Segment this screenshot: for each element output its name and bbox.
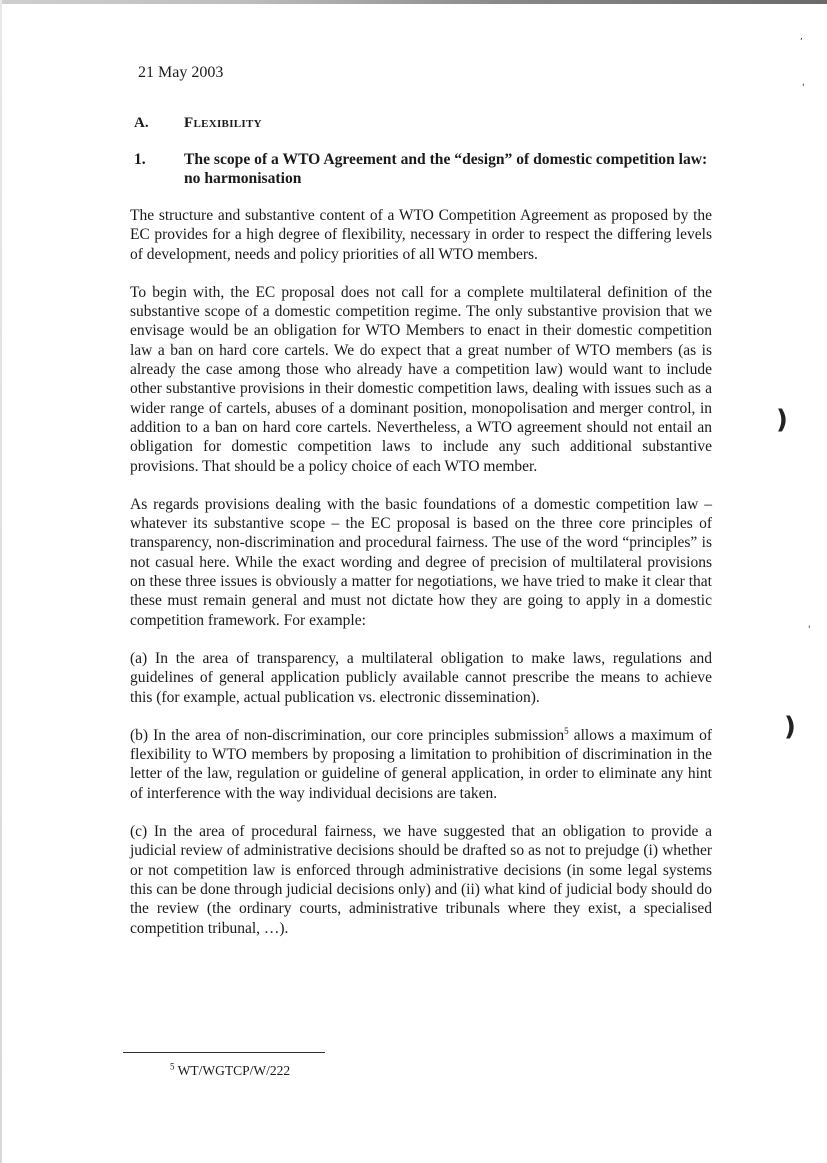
paragraph-3: As regards provisions dealing with the basic foundations of a domestic competition law – whatever its substantive scope – the EC proposal is based on the three core principles of transparency, non-discrimination and procedural fairness. The use of the word “principles” is not casual here. While the exact wording and degree of precision of multilateral provisions on these three issues is obviously a matter for negotiations, we have tried to make it clear that these must remain general and must not dictate how they are going to apply in a domestic competition framework. For example: [130,495,712,629]
scan-top-edge [0,0,827,4]
document-date: 21 May 2003 [138,64,224,81]
paragraph-1: The structure and substantive content of a WTO Competition Agreement as proposed by the EC provides for a high degree of flexibility, necessary in order to respect the differing levels of development, needs and policy priorities of all WTO members. [130,207,712,263]
section-number: A. [134,115,149,131]
footnote-marker: 5 [170,1061,175,1072]
scan-left-edge [0,0,2,1163]
footnote-separator [123,1052,325,1053]
subsection-number: 1. [134,151,146,168]
paragraph-5-text-a: (b) In the area of non-discrimination, our core principles submission [130,726,565,744]
margin-mark-hole-punch-bottom: ) [784,712,796,742]
paragraph-4: (a) In the area of transparency, a multilateral obligation to make laws, regulations and guidelines of general application publicly available cannot prescribe the means to achieve this (for example, actual publication vs. electronic dissemination). [130,649,712,706]
margin-mark-comma: , [800,32,803,42]
paragraph-5 [130,726,712,803]
footnote-text: WT/WGTCP/W/222 [174,1063,291,1078]
footnote [170,1062,290,1079]
margin-mark-dot: ' [808,625,811,635]
paragraph-6: (c) In the area of procedural fairness, we have suggested that an obligation to provide a judicial review of administrative decisions should be drafted so as not to prejudge (i) whether or not competition law is enforced through administrative decisions (in some legal systems this can be done through judicial decisions only) and (ii) what kind of judicial body should do the review (the ordinary courts, administrative tribunals where they exist, a specialised competition tribunal, …). [130,823,713,937]
margin-mark-hole-punch-top: ) [776,405,788,435]
footnote-reference: 5 [564,725,569,736]
document-body [130,206,712,957]
section-title: Flexibility [184,115,262,131]
paragraph-5-text-b: allows a maximum of flexibility to WTO members by proposing a limitation to prohibition of discrimination in the letter of the law, regulation or guideline of general application, in order to eliminate any hint of interference with the way individual decisions are taken. [130,726,712,802]
paragraph-2: To begin with, the EC proposal does not call for a complete multilateral definition of the substantive scope of a domestic competition regime. The only substantive provision that we envisage would be an obligation for WTO Members to enact in their domestic competition law a ban on hard core cartels. We do expect that a great number of WTO members (as is already the case among those who already have a competition law) would want to include other substantive provisions in their domestic competition laws, dealing with issues such as a wider range of cartels, abuses of a dominant position, monopolisation and merger control, in addition to a ban on hard core cartels. Nevertheless, a WTO agreement should not entail an obligation for domestic competition laws to include any such additional substantive provisions. That should be a policy choice of each WTO member. [130,283,712,475]
margin-mark-tick: ' [802,83,805,93]
subsection-title: The scope of a WTO Agreement and the “design” of domestic competition law: no harmonisation [184,151,708,187]
